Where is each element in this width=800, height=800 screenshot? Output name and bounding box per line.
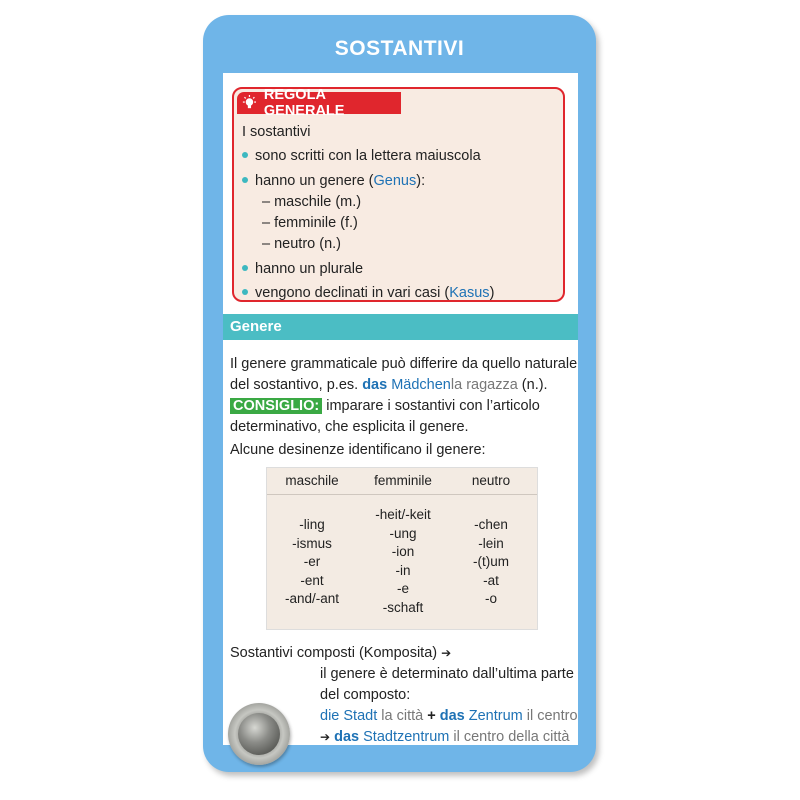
- list-item: -ent: [300, 572, 324, 588]
- header-maschile: maschile: [285, 473, 339, 488]
- column-maschile: [273, 516, 351, 609]
- endings-intro: Alcune desinenze identificano il genere:: [230, 442, 486, 458]
- list-item: -at: [483, 572, 499, 588]
- header-neutro: neutro: [471, 473, 511, 488]
- general-rule-tab: [237, 87, 401, 119]
- list-item: sono scritti con la lettera maiuscola: [242, 146, 481, 167]
- list-item: -schaft: [382, 599, 424, 615]
- list-item: -lein: [478, 535, 504, 551]
- card-title: SOSTANTIVI: [334, 37, 465, 60]
- list-item: -heit/-keit: [375, 507, 431, 522]
- list-item: -and/-ant: [284, 591, 340, 606]
- flash-card: [203, 15, 596, 772]
- list-item: -ung: [389, 525, 417, 541]
- header-femminile: femminile: [374, 473, 432, 488]
- composti-heading: Sostantivi composti (Komposita) ➔: [230, 643, 451, 664]
- section-title: Genere: [230, 318, 282, 335]
- list-item: -e: [396, 581, 409, 596]
- list-item: -er: [303, 554, 321, 569]
- bullet-icon: [242, 289, 248, 295]
- bullet-icon: [242, 152, 248, 158]
- composti-explanation: il genere è determinato dall’ultima parte del composto: die Stadt la città + das Zentrum il centro ➔ das Stadtzentrum il centro della città: [320, 664, 578, 745]
- list-item: -ling: [299, 517, 325, 532]
- list-item: -ion: [391, 544, 415, 559]
- card-content: [223, 73, 578, 745]
- column-femminile: [363, 506, 443, 617]
- endings-table: [266, 467, 538, 630]
- list-item: -ismus: [292, 535, 332, 551]
- general-rule-label: REGOLA GENERALE: [263, 87, 345, 119]
- table-header: [267, 468, 537, 495]
- list-item: -(t)um: [473, 554, 509, 569]
- sub-item: – neutro (n.): [262, 236, 341, 252]
- list-item: -chen: [474, 517, 508, 532]
- list-item: hanno un genere (Genus):: [242, 171, 425, 192]
- genere-paragraph: Il genere grammaticale può differire da quello naturale del sostantivo, p.es. das Mädchenla ragazza (n.).: [230, 356, 578, 393]
- ring-rivet-icon: [228, 703, 290, 765]
- tip-badge: CONSIGLIO:: [230, 398, 322, 414]
- section-header-genere: [223, 314, 578, 340]
- arrow-right-icon: ➔: [320, 730, 331, 744]
- lightbulb-icon: [241, 94, 258, 112]
- sub-item: – femminile (f.): [262, 215, 358, 231]
- column-neutro: [453, 516, 529, 609]
- composti-example-2: ➔ das Stadtzentrum il centro della città: [320, 727, 578, 745]
- list-item: -in: [395, 562, 411, 578]
- tip-paragraph: CONSIGLIO: imparare i sostantivi con l’articolo determinativo, che esplicita il genere.: [230, 398, 540, 435]
- rule-intro: I sostantivi: [242, 124, 311, 140]
- bullet-icon: [242, 265, 248, 271]
- list-item: vengono declinati in vari casi (Kasus): [242, 283, 494, 304]
- arrow-right-icon: ➔: [441, 646, 452, 660]
- list-item: -o: [484, 591, 497, 606]
- general-rule-box: [232, 87, 565, 302]
- list-item: hanno un plurale: [242, 259, 363, 280]
- composti-example-1: die Stadt la città + das Zentrum il centro: [320, 708, 578, 724]
- bullet-icon: [242, 177, 248, 183]
- sub-item: – maschile (m.): [262, 194, 362, 210]
